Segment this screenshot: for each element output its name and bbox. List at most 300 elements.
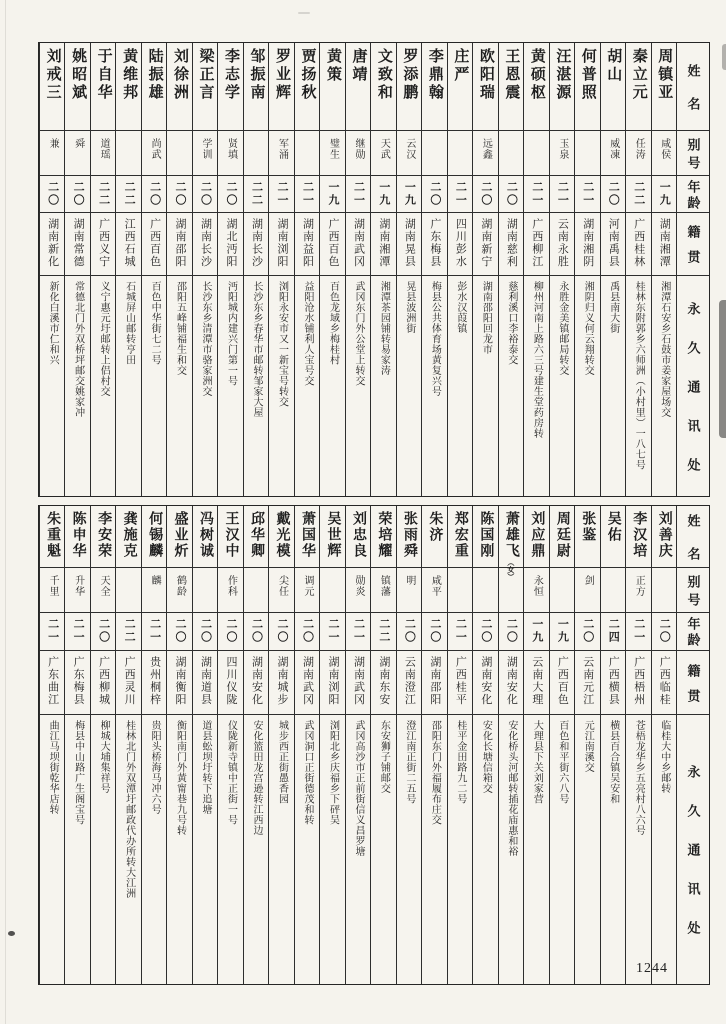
person-address: 彭水汉葭镇: [454, 281, 466, 334]
person-alias-cell: [397, 131, 421, 176]
person-address: 桂林北门外双潭圩邮政代办所转大江洲: [123, 720, 135, 899]
person-column: [39, 506, 64, 984]
person-age-cell: [626, 176, 650, 213]
person-address-cell: [218, 715, 242, 984]
person-origin-cell: [295, 213, 319, 276]
person-name-cell: [473, 506, 497, 568]
person-address: 桂林东附郭乡六师洲（小村里）一八七号: [633, 281, 645, 470]
scan-artifact: [719, 300, 726, 438]
person-name: 刘徐洲: [172, 48, 189, 102]
person-address: 百色龙域乡梅桂村: [327, 281, 339, 365]
person-name-cell: [269, 43, 293, 131]
person-name-cell: [371, 43, 395, 131]
person-address-cell: [91, 276, 115, 496]
person-address: 横县百合镇吴安和: [607, 720, 619, 804]
person-name: 李志学: [223, 48, 240, 102]
person-address-cell: [167, 715, 191, 984]
person-address-cell: [244, 276, 268, 496]
person-age: 一九: [556, 618, 569, 644]
person-column: [243, 43, 268, 496]
person-address: 邵阳五峰铺福生和交: [174, 281, 186, 376]
person-alias: 调元: [301, 575, 313, 597]
person-origin: 广西桂平: [454, 656, 467, 706]
person-origin: 广西横县: [607, 656, 620, 706]
person-column: [370, 506, 395, 984]
person-origin-cell: [116, 213, 140, 276]
person-age: 二〇: [658, 618, 671, 644]
person-origin: 湖南安化: [250, 656, 263, 706]
person-name-cell: [448, 506, 472, 568]
person-alias-cell: [218, 131, 242, 176]
person-origin-cell: [499, 651, 523, 715]
person-address: 柳城大埔集祥号: [98, 720, 110, 794]
person-address-cell: [269, 276, 293, 496]
person-name-cell: [422, 506, 446, 568]
person-origin-cell: [422, 213, 446, 276]
person-age-cell: [524, 613, 548, 651]
person-origin-cell: [91, 651, 115, 715]
person-origin-cell: [371, 213, 395, 276]
person-name-cell: [371, 506, 395, 568]
person-address-cell: [40, 715, 64, 984]
person-age: 二〇: [174, 618, 187, 644]
person-origin-cell: [218, 213, 242, 276]
header-alias: 别号: [685, 137, 701, 174]
person-address-cell: [295, 276, 319, 496]
person-column: [166, 43, 191, 496]
person-age-cell: [448, 613, 472, 651]
person-origin: 广西灵川: [123, 656, 136, 706]
person-age-cell: [142, 613, 166, 651]
person-alias: 永恒: [531, 575, 543, 597]
person-origin-cell: [601, 651, 625, 715]
person-alias: 贤填: [225, 138, 237, 160]
person-origin: 四川仪陇: [225, 656, 238, 706]
person-alias-cell: [91, 131, 115, 176]
person-origin: 湖南新宁: [479, 218, 492, 268]
person-column: [498, 43, 523, 496]
person-age-cell: [575, 176, 599, 213]
person-column: [243, 506, 268, 984]
person-origin-cell: [65, 651, 89, 715]
person-alias: 天武: [378, 138, 390, 160]
person-alias-cell: [346, 568, 370, 613]
person-origin: 广西桂林: [632, 218, 645, 268]
person-alias-cell: [575, 131, 599, 176]
person-column: [192, 506, 217, 984]
person-alias-cell: [371, 568, 395, 613]
person-address: 湘阴归义何云翔转交: [582, 281, 594, 376]
person-alias: 咸平: [429, 575, 441, 597]
person-age-cell: [295, 176, 319, 213]
person-address-cell: [524, 715, 548, 984]
person-name: 罗业辉: [273, 48, 290, 102]
person-alias: 远鑫: [480, 138, 492, 160]
person-name-cell: [575, 43, 599, 131]
person-address: 湘潭茶园铺转易家涛: [378, 281, 390, 376]
person-column: [472, 506, 497, 984]
person-address: 安化桥头河邮转插花庙惠和裕: [505, 720, 517, 857]
person-origin-cell: [550, 651, 574, 715]
person-origin-cell: [346, 213, 370, 276]
person-address-cell: [626, 715, 650, 984]
person-age-cell: [167, 613, 191, 651]
person-alias: 云汉: [403, 138, 415, 160]
scan-artifact: [5, 0, 6, 1024]
header-age-cell: [677, 613, 709, 651]
person-alias: 天全: [98, 575, 110, 597]
person-name: 罗添鹏: [401, 48, 418, 102]
person-column: [651, 506, 676, 984]
header-age: 年龄: [685, 617, 701, 649]
person-age-cell: [652, 613, 676, 651]
person-column: [421, 506, 446, 984]
person-age: 二一: [530, 181, 543, 207]
person-name: 王恩震: [503, 48, 520, 102]
person-name: 朱重魁: [45, 511, 61, 559]
person-origin-cell: [167, 213, 191, 276]
person-column: [370, 43, 395, 496]
person-origin-cell: [652, 651, 676, 715]
person-address-cell: [142, 276, 166, 496]
person-address: 元江南溪交: [582, 720, 594, 773]
person-age: 二〇: [428, 181, 441, 207]
person-column: [90, 506, 115, 984]
person-address-cell: [320, 276, 344, 496]
person-name: 盛业炘: [172, 511, 188, 559]
scan-artifact: [298, 12, 310, 14]
person-origin-cell: [371, 651, 395, 715]
person-origin: 湖南益阳: [301, 218, 314, 268]
person-origin-cell: [652, 213, 676, 276]
person-name: 陆振雄: [146, 48, 163, 102]
person-age: 二二: [123, 618, 136, 644]
person-age-cell: [193, 613, 217, 651]
person-origin-cell: [244, 651, 268, 715]
person-address: 浏阳永安市又一新宝号转交: [276, 281, 288, 407]
person-name: 李鼎翰: [426, 48, 443, 102]
person-origin: 湖南武冈: [352, 218, 365, 268]
person-name-cell: [320, 43, 344, 131]
person-address: 曲江马坝街乾华店转: [47, 720, 59, 815]
person-age-cell: [346, 176, 370, 213]
person-origin: 湖南邵阳: [174, 218, 187, 268]
person-origin: 广西百色: [556, 656, 569, 706]
person-age: 二〇: [479, 618, 492, 644]
person-origin: 湖南湘潭: [377, 218, 390, 268]
person-name: 王汉中: [223, 511, 239, 559]
person-alias-cell: [142, 568, 166, 613]
person-address: 百色中华街七二号: [149, 281, 161, 365]
person-alias-cell: [142, 131, 166, 176]
person-name-cell: [320, 506, 344, 568]
person-age: 二四: [607, 618, 620, 644]
person-column: [498, 506, 523, 984]
person-address: 晃县波洲街: [403, 281, 415, 334]
person-age: 二二: [632, 181, 645, 207]
person-address: 道县蚣坝圩转下追塘: [200, 720, 212, 815]
person-address: 武冈东门外公堂上转交: [352, 281, 364, 386]
person-age-cell: [448, 176, 472, 213]
person-name: 刘忠良: [350, 511, 366, 559]
person-address-cell: [524, 276, 548, 496]
person-origin-cell: [218, 651, 242, 715]
person-age: 二〇: [275, 618, 288, 644]
person-column: [217, 506, 242, 984]
person-alias-cell: [524, 131, 548, 176]
person-name-cell: [550, 43, 574, 131]
person-name: 欧阳瑞: [477, 48, 494, 102]
person-alias-cell: [499, 568, 523, 613]
person-column: [115, 506, 140, 984]
person-address: 大理县下关刘家营: [531, 720, 543, 804]
person-origin: 湖南慈利: [505, 218, 518, 268]
person-age-cell: [473, 613, 497, 651]
person-name: 萧雄飞（女）: [503, 511, 519, 580]
person-age: 二〇: [250, 618, 263, 644]
person-column: [396, 506, 421, 984]
person-alias-cell: [448, 568, 472, 613]
person-origin-cell: [65, 213, 89, 276]
person-column: [141, 506, 166, 984]
person-name-cell: [601, 506, 625, 568]
person-address-cell: [397, 715, 421, 984]
person-origin-cell: [626, 651, 650, 715]
person-name-cell: [346, 43, 370, 131]
person-name: 庄严: [452, 48, 469, 84]
person-name-cell: [142, 43, 166, 131]
person-column: [115, 43, 140, 496]
page-number: 1244: [636, 961, 668, 976]
person-address-cell: [626, 276, 650, 496]
person-origin-cell: [397, 651, 421, 715]
person-alias-cell: [397, 568, 421, 613]
person-age-cell: [371, 176, 395, 213]
person-age: 二一: [72, 618, 85, 644]
person-address: 禹县南大街: [607, 281, 619, 334]
scan-artifact: [722, 44, 726, 70]
person-address-cell: [473, 276, 497, 496]
person-origin: 广西义宁: [97, 218, 110, 268]
person-alias-cell: [371, 131, 395, 176]
person-origin-cell: [575, 651, 599, 715]
person-column: [319, 506, 344, 984]
person-column: [549, 506, 574, 984]
header-name: 姓名: [685, 513, 701, 580]
person-name-cell: [40, 43, 64, 131]
person-origin: 湖南衡阳: [174, 656, 187, 706]
person-name: 梁正言: [197, 48, 214, 102]
header-origin: 籍贯: [685, 225, 701, 275]
person-name-cell: [244, 506, 268, 568]
header-origin-cell: [677, 213, 709, 276]
person-column: [651, 43, 676, 496]
person-name-cell: [116, 506, 140, 568]
person-name: 朱济: [427, 511, 443, 543]
person-column: [268, 43, 293, 496]
person-origin-cell: [626, 213, 650, 276]
person-name: 李安荣: [96, 511, 112, 559]
person-age: 二一: [148, 618, 161, 644]
person-address: 仪陇新寺镇中正街一号: [225, 720, 237, 825]
person-origin: 云南元江: [581, 656, 594, 706]
person-alias-cell: [65, 568, 89, 613]
person-name-cell: [626, 43, 650, 131]
person-address: 湖南邵阳回龙市: [480, 281, 492, 355]
person-address-cell: [601, 276, 625, 496]
person-alias: 道瑶: [98, 138, 110, 160]
person-alias: 明: [403, 575, 415, 586]
person-origin: 广东曲江: [46, 656, 59, 706]
person-age-cell: [652, 176, 676, 213]
person-alias: 剑: [582, 575, 594, 586]
person-origin: 广西柳城: [97, 656, 110, 706]
person-age-cell: [65, 176, 89, 213]
person-origin-cell: [601, 213, 625, 276]
scan-artifact: [8, 931, 15, 936]
person-age: 二一: [275, 181, 288, 207]
person-age: 二一: [326, 618, 339, 644]
person-name-cell: [167, 43, 191, 131]
roster-table-top: [38, 42, 710, 497]
person-origin: 广西百色: [148, 218, 161, 268]
person-name-cell: [65, 506, 89, 568]
person-alias: 咸侯: [658, 138, 670, 160]
person-alias-cell: [116, 131, 140, 176]
person-age: 二一: [454, 181, 467, 207]
person-name-cell: [652, 506, 676, 568]
table-header-column: [676, 506, 709, 984]
person-origin: 广西柳江: [530, 218, 543, 268]
person-age: 二二: [377, 618, 390, 644]
person-age-cell: [142, 176, 166, 213]
person-age: 二一: [556, 181, 569, 207]
person-name-cell: [142, 506, 166, 568]
person-name-cell: [269, 506, 293, 568]
person-address-cell: [218, 276, 242, 496]
person-name: 周廷尉: [554, 511, 570, 559]
person-name-cell: [295, 43, 319, 131]
person-age-cell: [499, 613, 523, 651]
person-age: 一九: [530, 618, 543, 644]
person-origin-cell: [40, 213, 64, 276]
person-origin: 四川彭水: [454, 218, 467, 268]
person-name-note: （女）: [506, 559, 515, 580]
person-alias-cell: [244, 131, 268, 176]
person-column: [345, 506, 370, 984]
person-age: 二二: [123, 181, 136, 207]
person-name: 姚昭斌: [70, 48, 87, 102]
header-name-cell: [677, 506, 709, 580]
person-age: 二一: [454, 618, 467, 644]
person-origin-cell: [193, 651, 217, 715]
person-address-cell: [652, 715, 676, 984]
person-age-cell: [295, 613, 319, 651]
person-origin: 湖南安化: [505, 656, 518, 706]
person-address-cell: [652, 276, 676, 496]
person-alias-cell: [269, 568, 293, 613]
person-age-cell: [320, 176, 344, 213]
person-name-cell: [193, 43, 217, 131]
person-column: [421, 43, 446, 496]
person-address: 益阳沧水铺利人宝号交: [301, 281, 313, 386]
person-address-cell: [346, 276, 370, 496]
person-address: 衡阳南门外黄甯巷九号转: [174, 720, 186, 836]
person-address-cell: [346, 715, 370, 984]
person-alias-cell: [422, 568, 446, 613]
person-address-cell: [448, 276, 472, 496]
person-address-cell: [244, 715, 268, 984]
person-origin: 广东梅县: [72, 656, 85, 706]
person-alias-cell: [652, 131, 676, 176]
header-age-cell: [677, 176, 709, 213]
person-alias-cell: [40, 568, 64, 613]
person-name: 郑宏重: [452, 511, 468, 559]
person-alias-cell: [193, 568, 217, 613]
person-origin-cell: [473, 213, 497, 276]
person-alias-cell: [295, 131, 319, 176]
person-age: 二二: [97, 181, 110, 207]
person-name: 刘应鼎: [529, 511, 545, 559]
person-address-cell: [40, 276, 64, 496]
person-name-cell: [91, 43, 115, 131]
person-age-cell: [269, 613, 293, 651]
person-address-cell: [65, 715, 89, 984]
person-age: 二〇: [428, 618, 441, 644]
person-origin: 湖南新化: [46, 218, 59, 268]
person-address: 常德北门外双桥坪邮交姚家冲: [72, 281, 84, 418]
person-age-cell: [346, 613, 370, 651]
person-age: 二二: [250, 181, 263, 207]
person-address: 安化长塘信箱交: [480, 720, 492, 794]
person-age: 二一: [352, 618, 365, 644]
person-alias: 舜: [72, 138, 84, 149]
person-age-cell: [40, 613, 64, 651]
person-address: 慈利溪口李裕泰交: [505, 281, 517, 365]
person-alias-cell: [244, 568, 268, 613]
person-age: 二〇: [301, 618, 314, 644]
person-alias-cell: [626, 568, 650, 613]
person-column: [345, 43, 370, 496]
person-origin: 贵州桐梓: [148, 656, 161, 706]
person-age-cell: [397, 176, 421, 213]
person-age: 二一: [581, 181, 594, 207]
person-address-cell: [422, 276, 446, 496]
person-name-cell: [397, 506, 421, 568]
person-address: 桂平金田路九二号: [454, 720, 466, 804]
person-name: 龚施克: [121, 511, 137, 559]
person-alias-cell: [167, 568, 191, 613]
person-origin: 广西临桂: [658, 656, 671, 706]
person-age-cell: [397, 613, 421, 651]
person-column: [166, 506, 191, 984]
person-alias: 勋炎: [352, 575, 364, 597]
person-origin: 云南大理: [530, 656, 543, 706]
person-alias-cell: [346, 131, 370, 176]
person-age: 二〇: [581, 618, 594, 644]
person-age-cell: [244, 613, 268, 651]
person-address-cell: [91, 715, 115, 984]
person-name-cell: [91, 506, 115, 568]
person-age-cell: [550, 176, 574, 213]
person-age: 二一: [301, 181, 314, 207]
person-age-cell: [626, 613, 650, 651]
person-address: 苍梧龙华乡五亮村八六号: [633, 720, 645, 836]
person-age-cell: [371, 613, 395, 651]
person-alias-cell: [550, 131, 574, 176]
person-address: 湘潭石安乡石鼓市姜家屋场交: [658, 281, 670, 418]
person-origin-cell: [193, 213, 217, 276]
